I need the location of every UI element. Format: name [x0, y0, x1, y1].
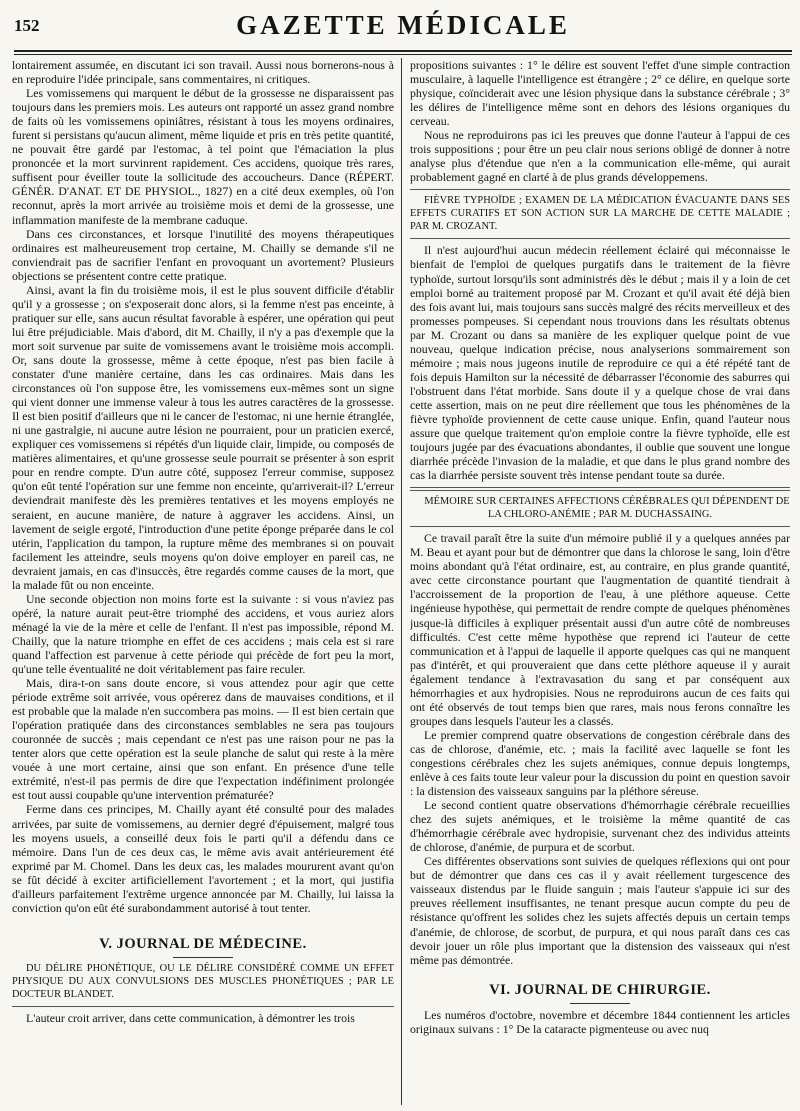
right-column: [410, 58, 790, 1105]
article-separator: [12, 1006, 394, 1007]
paragraph: Ces différentes observations sont suivies de quelques réflexions qui ont pour but de démontrer que dans ces cas il y avait réellement turgescence des vaisseaux distendus par le fluide sanguin ; mais l'auteur s'appuie ici sur des preuves réellement insuffisantes, ne tenant presque aucun compte du peu de résistance qu'offrent les solides chez les sujets affectés depuis un certain temps d'anémie, de chlorose, de scorbut, de purpura, et qui nous paraît dans ces cas devoir jouer un rôle plus important que la distension des vaisseaux qui n'est même pas démontrée.: [410, 854, 790, 967]
article-title-chloro-anemie: MÉMOIRE SUR CERTAINES AFFECTIONS CÉRÉBRALES QUI DÉPENDENT DE LA CHLORO-ANÉMIE ; PAR M. DUCHASSAING.: [424, 496, 790, 521]
paragraph: Il n'est aujourd'hui aucun médecin réellement éclairé qui méconnaisse le bienfait de l'emploi de quelques purgatifs dans le traitement de la fièvre typhoïde, surtout lorsqu'ils sont administrés dès le début ; mais il y a loin de cet emploi borné au traitement proposé par M. Crozant et qu'il avait été déjà bien des fois avant lui, mais toujours sans succès malgré des récits merveilleux et des promesses pompeuses. Si cependant nous trouvions dans les résultats obtenus par M. Crozant ou dans sa manière de les expliquer quelque point de vue nouveau, quelque indication précise, nous analyserions sommairement son mémoire ; mais nous jugeons inutile de reproduire ce qui a été répété tant de fois depuis Hamilton sur la nécessité de débarrasser l'économie des saburres qui l'obstruent dans l'état morbide. Sans doute il y a quelque chose de vrai dans cette assertion, mais on ne peut dire réellement que tous les phénomènes de la fièvre typhoïde proviennent de cette cause unique. Enfin, quand l'auteur nous assure que quelque traitement qu'on emploie contre la fièvre typhoïde, elle est toujours jugée par des évacuations abondantes, il oublie que souvent une longue diarrhée précède l'invasion de la maladie, et que dans le plus grand nombre des cas la diarrhée persiste souvent très intense pendant toute sa durée.: [410, 243, 790, 483]
article-separator: [410, 487, 790, 491]
paragraph: Une seconde objection non moins forte est la suivante : si vous n'aviez pas opéré, la nature aurait peut-être triomphé des accidens, et vous auriez alors ménagé la vie de la mère et celle de l'enfant. Il n'est pas impossible, répond M. Chailly, que la nature triomphe en effet de ces accidens ; mais cela est si rare quand l'affection est parvenue à cette période qui précède de fort peu la mort, qu'une telle éventualité ne doit véritablement pas faire reculer.: [12, 591, 394, 677]
paragraph: Nous ne reproduirons pas ici les preuves que donne l'auteur à l'appui de ces trois suppositions ; pour être un peu clair nous serions obligé de donner à notre analyse plus d'étendue que n'en a la communication elle-même, qui aurait probablement gagné en clarté à de plus grands développemens.: [410, 128, 790, 185]
journal-title: GAZETTE MÉDICALE: [236, 10, 570, 40]
paragraph: Ferme dans ces principes, M. Chailly ayant été consulté pour des malades arrivées, par suite de vomissemens, au dernier degré d'épuisement, malgré tous les moyens usuels, a conseillé deux fois le parti qu'il a défendu dans ce mémoire. Dans l'un de ces deux cas, le même avis avait antérieurement été exprimé par M. Chomel. Dans les deux cas, les malades moururent avant qu'on se fût décidé à exciter artificiellement l'avortement ; et la mort, qui justifia d'ailleurs parfaitement l'extrême urgence annoncée par M. Chailly, lui laissa la conviction qu'on eût été surabondamment autorisé à tout tenter.: [12, 802, 394, 915]
left-column: [12, 58, 394, 1105]
article-separator: [410, 238, 790, 239]
paragraph: L'auteur croit arriver, dans cette communication, à démontrer les trois: [26, 1010, 355, 1025]
paragraph: Les numéros d'octobre, novembre et décembre 1844 contiennent les articles originaux suivans : 1° De la cataracte pigmenteuse ou avec nuq: [410, 1007, 790, 1036]
paragraph: Les vomissemens qui marquent le début de la grossesse ne disparaissent pas toujours dans les premiers mois. Les auteurs ont rapporté un assez grand nombre de faits où les vomissemens opiniâtres, résistant à tous les moyens ordinaires, furent si persistans qu'aucun aliment, même liquide et pris en très petite quantité, ne pouvait être gardé par l'estomac, à tel point que l'émaciation la plus prononcée et la mort survinrent rapidement. Ces accidens, quoique très rares, suffisent pour éveiller toute la sollicitude des accoucheurs. Dance (RÉPERT. GÉNÉR. D'ANAT. ET DE PHYSIOL., 1827) en a cité deux exemples, où l'on reconnut, après la mort arrivée au troisième mois et demi de la grossesse, une inflammation manifeste de la membrane caduque.: [12, 86, 394, 227]
page-number: 152: [14, 16, 40, 35]
paragraph: lontairement assumée, en discutant ici son travail. Aussi nous bornerons-nous à en reproduire l'idée principale, sans commentaires, ni critiques.: [12, 58, 394, 87]
paragraph: Ce travail paraît être la suite d'un mémoire publié il y a quelques années par M. Beau et ayant pour but de démontrer que dans la chlorose le sang, loin d'être moins abondant qu'à l'état ordinaire, est, au contraire, en plus grande quantité, avec cette circonstance pourtant que l'augmentation de quantité tiendrait à l'accroissement de la proportion de l'eau, à une pléthore aqueuse. Cette ingénieuse hypothèse, qui permettait de rendre compte de quelques phénomènes jusque-là difficiles à expliquer présentait aussi d'un autre côté de nombreuses difficultés. C'est cette même hypothèse que reprend ici l'auteur de cette communication et à l'appui de laquelle il apporte quelques cas qui ne manquent pas d'intérêt, et qui prouveraient que dans cette pléthore aqueuse il y aurait également tendance à l'extravasation du sang et par conséquent aux hémorrhagies et aux hydropisies. Nous ne reproduirons aucun de ces faits qui ont été observés de tout temps bien que rares, mais nous ferons connaître les groupes dans lesquels l'auteur les a classés.: [410, 531, 790, 728]
section-title-medecine: V. JOURNAL DE MÉDECINE.: [99, 935, 307, 952]
article-separator: [410, 526, 790, 527]
article-title-delire: DU DÉLIRE PHONÉTIQUE, OU LE DÉLIRE CONSIDÉRÉ COMME UN EFFET PHYSIQUE DU AUX CONVULSIONS DES MUSCLES PHONÉTIQUES ; PAR LE DOCTEUR BLANDET.: [12, 962, 394, 1000]
paragraph: Le premier comprend quatre observations de congestion cérébrale dans des cas de chlorose, d'anémie, etc. ; mais la facilité avec laquelle se font les congestions cérébrales chez les sujets anémiques, connue depuis longtemps, enlève à ces faits toute leur valeur pour la discussion du point en question savoir : la distension des vaisseaux sanguins par la pléthore séreuse.: [410, 727, 790, 799]
paragraph: Le second contient quatre observations d'hémorrhagie cérébrale recueillies chez des sujets anémiques, et le troisième la même quantité de cas d'hémorrhagie cérébrale avec hydropisie, survenant chez des individus atteints de chlorose, d'anémie, de purpura et de scorbut.: [410, 798, 790, 855]
section-rule: [173, 957, 233, 958]
page-header: [14, 6, 792, 46]
paragraph: Mais, dira-t-on sans doute encore, si vous attendez pour agir que cette période extrême soit arrivée, vous opérerez dans de mauvaises conditions, et il est probable que la malade n'en succombera pas moins. — Il est bien certain que l'opération pratiquée dans des circonstances semblables ne sera pas toujours couronnée de succès ; mais cependant ce n'est pas une raison pour ne pas la tenter alors que cette opération est la seule planche de salut qui reste à la mère vouée à une mort certaine, ainsi que son enfant. En présence d'une telle extrémité, n'est-il pas permis de dire que l'expectation indéfiniment prolongée est tout aussi coupable qu'une intervention prématurée?: [12, 676, 394, 803]
paragraph: Ainsi, avant la fin du troisième mois, il est le plus souvent difficile d'établir qu'il y a grossesse ; on s'exposerait donc alors, si la femme n'est pas enceinte, à pratiquer sur elle, sans aucun résultat favorable à espérer, une opération qui peut lui être préjudiciable. Mais d'abord, dit M. Chailly, il n'y a pas d'exemple que la mort soit survenue par suite de vomissemens avant le troisième mois accompli. Or, sans doute la grossesse, même à cette époque, n'est pas bien facile à constater d'une manière certaine, dans les cas ordinaires. Mais dans les circonstances où l'on suppose être, les vomissemens eux-mêmes sont un signe qui vient donner une immense valeur à tous les autres caractères de la grossesse. Il est bien positif d'ailleurs que ni le cancer de l'estomac, ni une hernie étranglée, ni une gastralgie, ni aucune autre lésion ne pourraient, pour un praticien exercé, expliquer ces vomissemens si répétés d'un liquide clair, limpide, ou composés de matières alimentaires, et qu'une grossesse seule pourrait se présenter à son esprit pour en rendre compte. D'un autre côté, supposez l'erreur commise, supposez qu'on eût tenté l'opération sur une femme non enceinte, qu'arriverait-il? L'erreur deviendrait manifeste dès les premières tentatives et les moyens employés ne seraient, en aucune manière, de nature à aggraver les accidens. Ainsi, un lavement de seigle ergoté, l'introduction d'une petite éponge préparée dans le col utérin, l'application du tampon, la rupture même des membranes si on pouvait facilement les atteindre, seuls moyens qu'on doive employer en pareil cas, ne devraient jamais, en cas d'insuccès, être regardés comme causes de la mort, que la malade fût ou non enceinte.: [12, 282, 394, 592]
column-divider: [401, 58, 402, 1105]
paragraph: propositions suivantes : 1° le délire est souvent l'effet d'une simple contraction musculaire, à laquelle l'intelligence est étrangère ; 2° ce délire, en quelque sorte physique, coïnciderait avec une lésion physique dans la substance cérébrale ; 3° les délires de l'intelligence même sont en dehors des lésions organiques du cerveau.: [410, 58, 790, 129]
section-title-chirurgie: VI. JOURNAL DE CHIRURGIE.: [489, 981, 711, 998]
article-separator: [410, 189, 790, 190]
header-rule: [14, 50, 792, 55]
section-rule: [570, 1003, 630, 1004]
paragraph: Dans ces circonstances, et lorsque l'inutilité des moyens thérapeutiques ordinaires est malheureusement trop certaine, M. Chailly se demande s'il ne conviendrait pas de sacrifier l'enfant en provoquant un avortement? Plusieurs objections se présentent contre cette pratique.: [12, 226, 394, 283]
article-title-fievre-typhoide: FIÈVRE TYPHOÏDE ; EXAMEN DE LA MÉDICATION ÉVACUANTE DANS SES EFFETS CURATIFS ET SON ACTION SUR LA MARCHE DE CETTE MALADIE ; PAR M. CROZANT.: [410, 195, 790, 233]
